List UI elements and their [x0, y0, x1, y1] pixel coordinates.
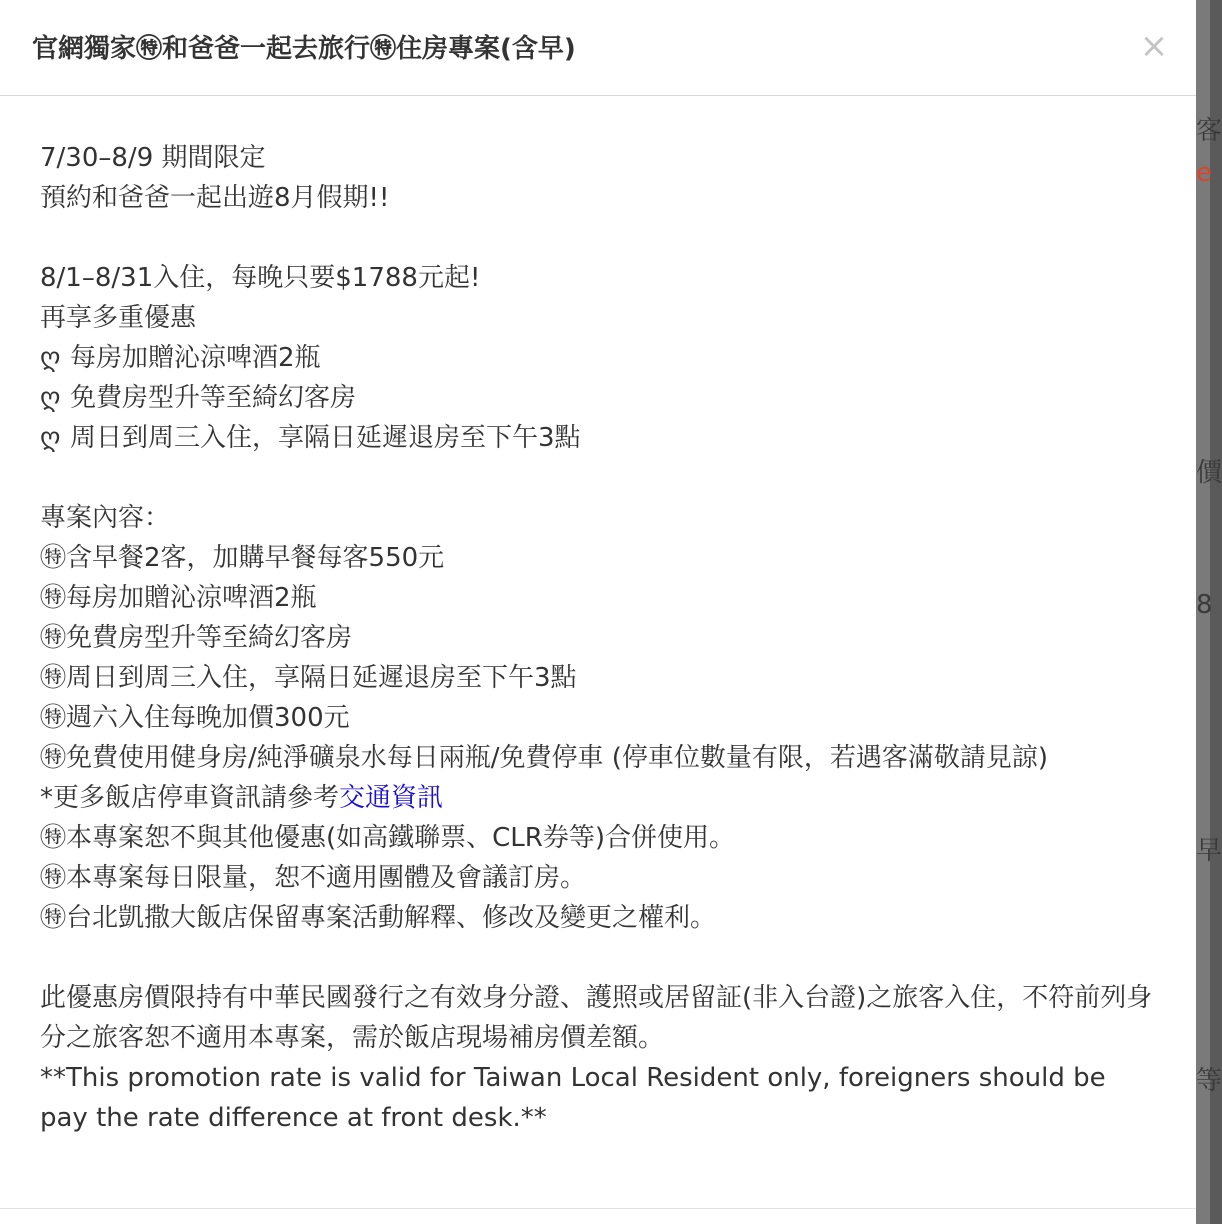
modal-title: 官網獨家㊕和爸爸一起去旅行㊕住房專案(含早): [32, 34, 576, 64]
offer-heading: 再享多重優惠: [40, 303, 197, 333]
content-item: ㊕週六入住每晚加價300元: [40, 703, 350, 733]
background-fragment: e: [1196, 158, 1212, 188]
residency-note: 此優惠房價限持有中華民國發行之有效身分證、護照或居留証(非入台證)之旅客入住，不符前列身分之旅客恕不適用本專案，需於飯店現場補房價差額。: [40, 983, 1153, 1053]
content-item: ㊕免費使用健身房/純淨礦泉水每日兩瓶/免費停車 (停車位數量有限，若遇客滿敬請見諒): [40, 743, 1049, 773]
terms-item: ㊕本專案每日限量，恕不適用團體及會議訂房。: [40, 863, 587, 893]
offer-bullet: [40, 378, 1160, 418]
modal-body: [40, 138, 1160, 1138]
heart-bullet-icon: ღ: [40, 343, 61, 373]
spacer: [40, 218, 1160, 258]
offer-bullet: [40, 418, 1160, 458]
background-fragment: 價: [1196, 458, 1222, 488]
heart-bullet-icon: ღ: [40, 383, 61, 413]
background-page-strip: [1196, 0, 1222, 1224]
background-fragment: 等: [1196, 1066, 1222, 1096]
background-fragment: 8: [1196, 590, 1213, 620]
intro-text: 預約和爸爸一起出遊8月假期!!: [40, 183, 390, 213]
english-note: **This promotion rate is valid for Taiwan Local Resident only, foreigners should be pay the rate difference at front desk.**: [40, 1063, 1106, 1133]
parking-note: [40, 778, 1160, 818]
content-item: ㊕含早餐2客，加購早餐每客550元: [40, 543, 445, 573]
offer-bullet-text: 免費房型升等至綺幻客房: [70, 383, 357, 413]
content-heading: 專案內容：: [40, 503, 171, 533]
background-fragment: 早: [1196, 836, 1222, 866]
spacer: [40, 938, 1160, 978]
traffic-info-link[interactable]: 交通資訊: [339, 783, 444, 813]
price-text: 8/1–8/31入住，每晚只要$1788元起!: [40, 263, 481, 293]
offer-bullet-text: 每房加贈沁涼啤酒2瓶: [70, 343, 321, 373]
period-text: 7/30–8/9 期間限定: [40, 143, 266, 173]
content-item: ㊕每房加贈沁涼啤酒2瓶: [40, 583, 317, 613]
parking-note-text: *更多飯店停車資訊請參考: [40, 783, 340, 813]
offer-bullet: [40, 338, 1160, 378]
offer-bullet-text: 周日到周三入住，享隔日延遲退房至下午3點: [70, 423, 581, 453]
spacer: [40, 458, 1160, 498]
terms-item: ㊕台北凱撒大飯店保留專案活動解釋、修改及變更之權利。: [40, 903, 717, 933]
heart-bullet-icon: ღ: [40, 423, 61, 453]
content-item: ㊕免費房型升等至綺幻客房: [40, 623, 353, 653]
modal-header: [0, 0, 1196, 96]
modal-footer-divider: [0, 1208, 1196, 1209]
background-fragment: 客: [1196, 116, 1222, 146]
close-button[interactable]: ×: [1139, 26, 1169, 66]
terms-item: ㊕本專案恕不與其他優惠(如高鐵聯票、CLR券等)合併使用。: [40, 823, 735, 853]
content-item: ㊕周日到周三入住，享隔日延遲退房至下午3點: [40, 663, 577, 693]
